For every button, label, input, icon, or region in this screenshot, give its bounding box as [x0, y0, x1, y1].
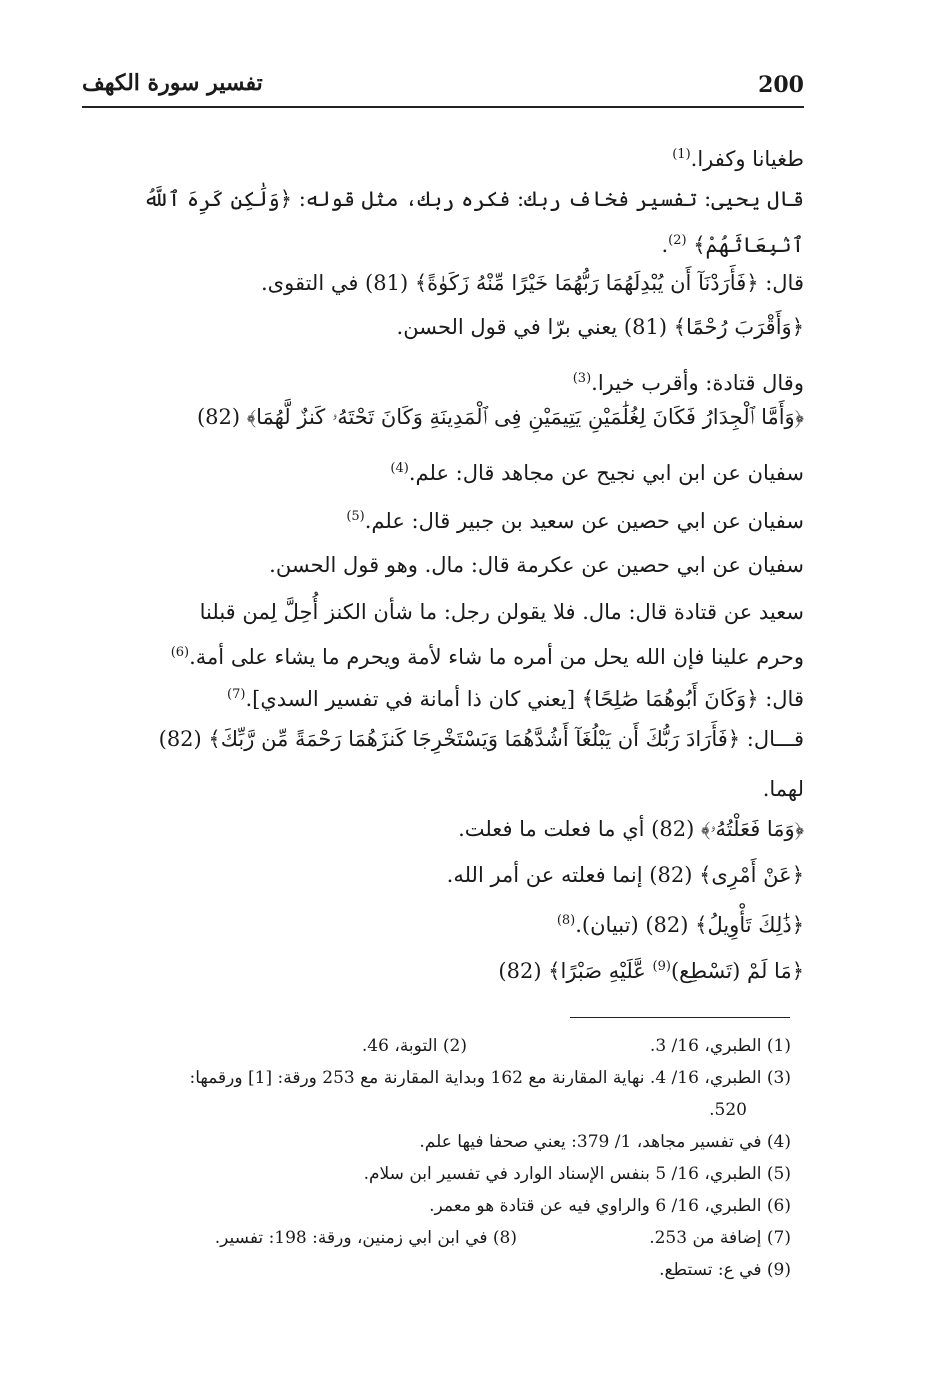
footnote: (5) الطبري، 16/ 5 بنفس الإسناد الوارد في تفسير ابن سلام. — [363, 1164, 791, 1184]
footnote-rule — [570, 1017, 790, 1018]
text-line: ﴿وَمَا فَعَلْتُهُۥ﴾ (82) أي ما فعلت ما فعلت. — [458, 817, 804, 841]
text-line: وقال قتادة: وأقرب خيرا.$^{(3)}$ — [572, 371, 804, 395]
text-line: طغيانا وكفرا.$^{(1)}$ — [672, 147, 804, 171]
text-line: ﴿عَنْ أَمْرِى﴾ (82) إنما فعلته عن أمر الله. — [446, 863, 804, 887]
text-line: ﴿وَأَمَّا ٱلْجِدَارُ فَكَانَ لِغُلَٰمَيْنِ يَتِيمَيْنِ فِى ٱلْمَدِينَةِ وَكَانَ تَحْتَهُۥ كَنزٌ لَّهُمَا﴾ (82) — [196, 405, 804, 429]
text-line: ﴿وَأَقْرَبَ رُحْمًا﴾ (81) يعني برّا في قول الحسن. — [396, 315, 804, 339]
text-line: سفيان عن ابي حصين عن عكرمة قال: مال. وهو قول الحسن. — [269, 553, 804, 577]
footnote: 520. — [709, 1100, 747, 1120]
footnote: (1) الطبري، 16/ 3. — [649, 1036, 791, 1056]
text-line: قال يحيى: تفسير فخاف ربك: فكره ربك، مثل قوله: ﴿وَلَٰكِن كَرِهَ ٱللَّهُ — [143, 187, 804, 211]
footnote: (9) في ع: تستطع. — [659, 1260, 791, 1280]
text-line: سفيان عن ابي حصين عن سعيد بن جبير قال: علم.$^{(5)}$ — [346, 509, 804, 533]
page-header — [82, 66, 804, 108]
text-line: قال: ﴿فَأَرَدْنَآ أَن يُبْدِلَهُمَا رَبُّهُمَا خَيْرًا مِّنْهُ زَكَوٰةً﴾ (81) في التقوى. — [261, 271, 804, 295]
footnote: (2) التوبة، 46. — [361, 1036, 467, 1056]
text-line: سفيان عن ابن ابي نجيح عن مجاهد قال: علم.$^{(4)}$ — [390, 461, 804, 485]
footnote: (3) الطبري، 16/ 4. نهاية المقارنة مع 162 وبداية المقارنة مع 253 ورقة: [1] ورقمها: — [189, 1068, 791, 1088]
text-line: ﴿ذَٰلِكَ تَأْوِيلُ﴾ (82) (تبيان).$^{(8)}$ — [556, 913, 804, 937]
footnote: (4) في تفسير مجاهد، 1/ 379: يعني صحفا فيها علم. — [419, 1132, 791, 1152]
text-line: وحرم علينا فإن الله يحل من أمره ما شاء لأمة ويحرم ما يشاء على أمة.$^{(6)}$ — [170, 645, 804, 669]
running-title: تفسير سورة الكهف — [82, 70, 263, 96]
text-line: لهما. — [762, 777, 804, 801]
text-line: ﴿مَا لَمْ (تَسْطِع)$^{(9)}$ عَّلَيْهِ صَبْرًا﴾ (82) — [498, 959, 804, 983]
text-line: ٱنۢبِعَاثَهُمْ﴾ $^{(2)}$. — [661, 233, 804, 257]
text-line: قال: ﴿وَكَانَ أَبُوهُمَا صَٰلِحًا﴾ [يعني كان ذا أمانة في تفسير السدي].$^{(7)}$ — [227, 687, 804, 711]
footnote: (8) في ابن ابي زمنين، ورقة: 198: تفسير. — [214, 1228, 517, 1248]
page-number: 200 — [758, 72, 804, 98]
text-line: سعيد عن قتادة قال: مال. فلا يقولن رجل: ما شأن الكنز أُحِلَّ لِمن قبلنا — [199, 600, 804, 624]
footnote: (7) إضافة من 253. — [649, 1228, 791, 1248]
text-line: قـــال: ﴿فَأَرَادَ رَبُّكَ أَن يَبْلُغَآ أَشُدَّهُمَا وَيَسْتَخْرِجَا كَنزَهُمَا رَحْمَةً مِّن رَّبِّكَ﴾ (82) — [158, 727, 804, 751]
footnote: (6) الطبري، 16/ 6 والراوي فيه عن قتادة هو معمر. — [429, 1196, 791, 1216]
